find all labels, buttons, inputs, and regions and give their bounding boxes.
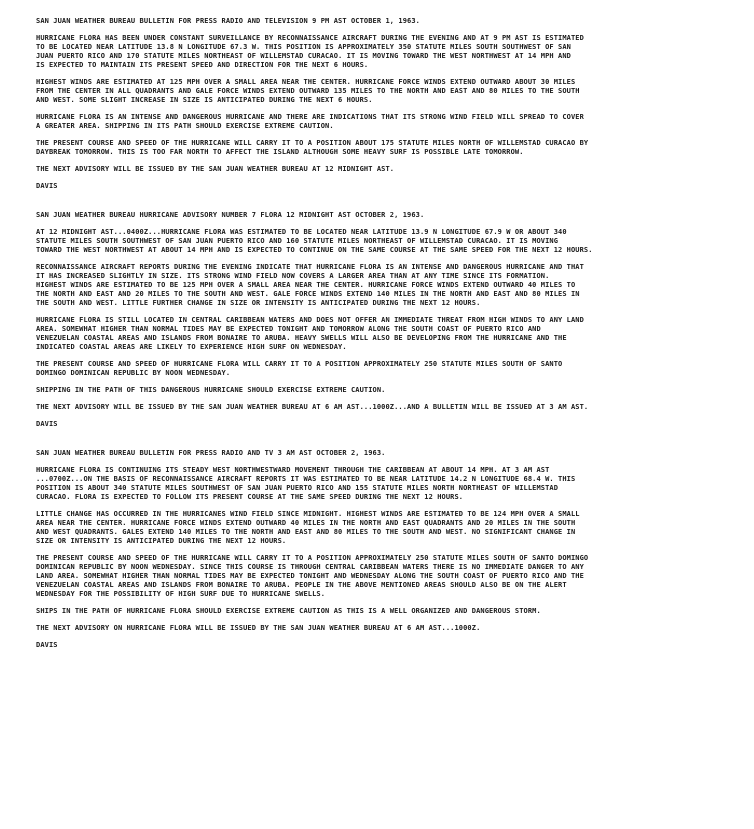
paragraph	[36, 165, 738, 174]
text-line: AREA. SOMEWHAT HIGHER THAN NORMAL TIDES MAY BE EXPECTED TONIGHT AND TOMORROW ALONG THE SOUTH COAST OF PUERTO RICO AND	[36, 325, 541, 333]
text-line: ...0700Z...ON THE BASIS OF RECONNAISSANCE AIRCRAFT REPORTS IT WAS ESTIMATED TO BE NEAR LATITUDE 14.2 N LONGITUDE 68.4 W. THIS	[36, 475, 576, 483]
text-line: LITTLE CHANGE HAS OCCURRED IN THE HURRICANES WIND FIELD SINCE MIDNIGHT. HIGHEST WINDS ARE ESTIMATED TO BE 124 MPH OVER A SMALL	[36, 510, 580, 518]
text-line: THE NEXT ADVISORY WILL BE ISSUED BY THE SAN JUAN WEATHER BUREAU AT 6 AM AST...1000Z...AND A BULLETIN WILL BE ISSUED AT 3 AM AST.	[36, 403, 589, 411]
paragraph	[36, 139, 738, 157]
signature: DAVIS	[36, 182, 58, 190]
text-line: TO BE LOCATED NEAR LATITUDE 13.8 N LONGITUDE 67.3 W. THIS POSITION IS APPROXIMATELY 350 STATUTE MILES SOUTH SOUTHWEST OF SAN	[36, 43, 571, 51]
text-line: IT HAS INCREASED SLIGHTLY IN SIZE. ITS STRONG WIND FIELD NOW COVERS A LARGER AREA THAN AT ANY TIME SINCE ITS FORMATION.	[36, 272, 550, 280]
paragraph	[36, 607, 738, 616]
text-line: THE NEXT ADVISORY WILL BE ISSUED BY THE SAN JUAN WEATHER BUREAU AT 12 MIDNIGHT AST.	[36, 165, 395, 173]
text-line: HIGHEST WINDS ARE ESTIMATED AT 125 MPH OVER A SMALL AREA NEAR THE CENTER. HURRICANE FORCE WINDS EXTEND OUTWARD ABOUT 30 MILES	[36, 78, 576, 86]
paragraph	[36, 554, 738, 599]
paragraph	[36, 113, 738, 131]
text-line: RECONNAISSANCE AIRCRAFT REPORTS DURING THE EVENING INDICATE THAT HURRICANE FLORA IS AN INTENSE AND DANGEROUS HURRICANE AND THAT	[36, 263, 584, 271]
text-line: THE PRESENT COURSE AND SPEED OF THE HURRICANE WILL CARRY IT TO A POSITION APPROXIMATELY 250 STATUTE MILES SOUTH OF SANTO DOMINGO	[36, 554, 589, 562]
paragraph	[36, 466, 738, 502]
paragraph	[36, 386, 738, 395]
advisory-header: SAN JUAN WEATHER BUREAU HURRICANE ADVISORY NUMBER 7 FLORA 12 MIDNIGHT AST OCTOBER 2, 1963.	[36, 211, 425, 219]
text-line: A GREATER AREA. SHIPPING IN ITS PATH SHOULD EXERCISE EXTREME CAUTION.	[36, 122, 334, 130]
text-line: AND WEST. SOME SLIGHT INCREASE IN SIZE IS ANTICIPATED DURING THE NEXT 6 HOURS.	[36, 96, 373, 104]
bulletin-header: SAN JUAN WEATHER BUREAU BULLETIN FOR PRESS RADIO AND TV 3 AM AST OCTOBER 2, 1963.	[36, 449, 386, 457]
text-line: VENEZUELAN COASTAL AREAS AND ISLANDS FROM BONAIRE TO ARUBA. PEOPLE IN THE ABOVE MENTIONED AREAS SHOULD ALSO BE ON THE ALERT	[36, 581, 567, 589]
paragraph	[36, 403, 738, 412]
text-line: DAYBREAK TOMORROW. THIS IS TOO FAR NORTH TO AFFECT THE ISLAND ALTHOUGH SOME HEAVY SURF IS POSSIBLE LATE TOMORROW.	[36, 148, 524, 156]
text-line: POSITION IS ABOUT 340 STATUTE MILES SOUTHWEST OF SAN JUAN PUERTO RICO AND 155 STATUTE MILES NORTH NORTHEAST OF WILLEMSTAD	[36, 484, 559, 492]
text-line: HIGHEST WINDS ARE ESTIMATED TO BE 125 MPH OVER A SMALL AREA NEAR THE CENTER. HURRICANE FORCE WINDS EXTEND OUTWARD 40 MILES TO	[36, 281, 576, 289]
text-line: JUAN PUERTO RICO AND 170 STATUTE MILES NORTHEAST OF WILLEMSTAD CURACAO. IT IS MOVING TOWARD THE WEST NORTHWEST AT 14 MPH AND	[36, 52, 571, 60]
text-line: SIZE OR INTENSITY IS ANTICIPATED DURING THE NEXT 12 HOURS.	[36, 537, 287, 545]
text-line: THE NEXT ADVISORY ON HURRICANE FLORA WILL BE ISSUED BY THE SAN JUAN WEATHER BUREAU AT 6 AM AST...1000Z.	[36, 624, 481, 632]
text-line: AND WEST QUADRANTS. GALES EXTEND 140 MILES TO THE NORTH AND EAST AND 80 MILES TO THE SOUTH AND WEST. NO SIGNIFICANT CHANGE IN	[36, 528, 576, 536]
text-line: WEDNESDAY FOR THE POSSIBILITY OF HIGH SURF DUE TO HURRICANE SWELLS.	[36, 590, 326, 598]
text-line: FROM THE CENTER IN ALL QUADRANTS AND GALE FORCE WINDS EXTEND OUTWARD 135 MILES TO THE NORTH AND EAST AND 80 MILES TO THE SOUTH	[36, 87, 580, 95]
paragraph	[36, 263, 738, 308]
text-line: HURRICANE FLORA IS STILL LOCATED IN CENTRAL CARIBBEAN WATERS AND DOES NOT OFFER AN IMMEDIATE THREAT FROM HIGH WINDS TO ANY LAND	[36, 316, 584, 324]
text-line: DOMINICAN REPUBLIC BY NOON WEDNESDAY. SINCE THIS COURSE IS THROUGH CENTRAL CARIBBEAN WATERS THERE IS NO IMMEDIATE DANGER TO ANY	[36, 563, 584, 571]
text-line: SHIPPING IN THE PATH OF THIS DANGEROUS HURRICANE SHOULD EXERCISE EXTREME CAUTION.	[36, 386, 386, 394]
text-line: AT 12 MIDNIGHT AST...0400Z...HURRICANE FLORA WAS ESTIMATED TO BE LOCATED NEAR LATITUDE 13.9 N LONGITUDE 67.9 W OR ABOUT 340	[36, 228, 567, 236]
signature: DAVIS	[36, 420, 58, 428]
text-line: HURRICANE FLORA IS AN INTENSE AND DANGEROUS HURRICANE AND THERE ARE INDICATIONS THAT ITS STRONG WIND FIELD WILL SPREAD TO COVER	[36, 113, 584, 121]
text-line: THE SOUTH AND WEST. LITTLE FURTHER CHANGE IN SIZE OR INTENSITY IS ANTICIPATED DURING THE NEXT 12 HOURS.	[36, 299, 481, 307]
text-line: INDICATED COASTAL AREAS ARE LIKELY TO EXPERIENCE HIGH SURF ON WEDNESDAY.	[36, 343, 347, 351]
text-line: VENEZUELAN COASTAL AREAS AND ISLANDS FROM BONAIRE TO ARUBA. HEAVY SWELLS WILL ALSO BE DEVELOPING FROM THE HURRICANE AND THE	[36, 334, 567, 342]
signature: DAVIS	[36, 641, 58, 649]
paragraph	[36, 624, 738, 633]
text-line: THE PRESENT COURSE AND SPEED OF HURRICANE FLORA WILL CARRY IT TO A POSITION APPROXIMATELY 250 STATUTE MILES SOUTH OF SANTO	[36, 360, 563, 368]
text-line: LAND AREA. SOMEWHAT HIGHER THAN NORMAL TIDES MAY BE EXPECTED TONIGHT AND WEDNESDAY ALONG THE SOUTH COAST OF PUERTO RICO AND THE	[36, 572, 584, 580]
paragraph	[36, 360, 738, 378]
text-line: TOWARD THE WEST NORTHWEST AT ABOUT 14 MPH AND IS EXPECTED TO CONTINUE ON THE SAME COURSE AT THE SAME SPEED FOR THE NEXT 12 HOURS.	[36, 246, 593, 254]
bulletin-3am-oct2	[36, 449, 738, 650]
text-line: SHIPS IN THE PATH OF HURRICANE FLORA SHOULD EXERCISE EXTREME CAUTION AS THIS IS A WELL ORGANIZED AND DANGEROUS STORM.	[36, 607, 541, 615]
paragraph	[36, 510, 738, 546]
bulletin-9pm-oct1	[36, 17, 738, 191]
paragraph	[36, 228, 738, 255]
advisory-7-midnight-oct2	[36, 211, 738, 429]
paragraph	[36, 78, 738, 105]
paragraph	[36, 316, 738, 352]
text-line: DOMINGO DOMINICAN REPUBLIC BY NOON WEDNESDAY.	[36, 369, 231, 377]
text-line: AREA NEAR THE CENTER. HURRICANE FORCE WINDS EXTEND OUTWARD 40 MILES IN THE NORTH AND EAST QUADRANTS AND 20 MILES IN THE SOUTH	[36, 519, 576, 527]
text-line: HURRICANE FLORA IS CONTINUING ITS STEADY WEST NORTHWESTWARD MOVEMENT THROUGH THE CARIBBEAN AT ABOUT 14 MPH. AT 3 AM AST	[36, 466, 550, 474]
text-line: THE NORTH AND EAST AND 20 MILES TO THE SOUTH AND WEST. GALE FORCE WINDS EXTEND 140 MILES IN THE NORTH AND EAST AND 80 MILES IN	[36, 290, 580, 298]
text-line: STATUTE MILES SOUTH SOUTHWEST OF SAN JUAN PUERTO RICO AND 160 STATUTE MILES NORTHEAST OF WILLEMSTAD CURACAO. IT IS MOVING	[36, 237, 559, 245]
text-line: IS EXPECTED TO MAINTAIN ITS PRESENT SPEED AND DIRECTION FOR THE NEXT 6 HOURS.	[36, 61, 369, 69]
text-line: THE PRESENT COURSE AND SPEED OF THE HURRICANE WILL CARRY IT TO A POSITION ABOUT 175 STATUTE MILES NORTH OF WILLEMSTAD CURACAO BY	[36, 139, 589, 147]
paragraph	[36, 34, 738, 70]
text-line: HURRICANE FLORA HAS BEEN UNDER CONSTANT SURVEILLANCE BY RECONNAISSANCE AIRCRAFT DURING THE EVENING AND AT 9 PM AST IS ESTIMATED	[36, 34, 584, 42]
bulletin-header: SAN JUAN WEATHER BUREAU BULLETIN FOR PRESS RADIO AND TELEVISION 9 PM AST OCTOBER 1, 1963.	[36, 17, 420, 25]
text-line: CURACAO. FLORA IS EXPECTED TO FOLLOW ITS PRESENT COURSE AT THE SAME SPEED DURING THE NEXT 12 HOURS.	[36, 493, 464, 501]
